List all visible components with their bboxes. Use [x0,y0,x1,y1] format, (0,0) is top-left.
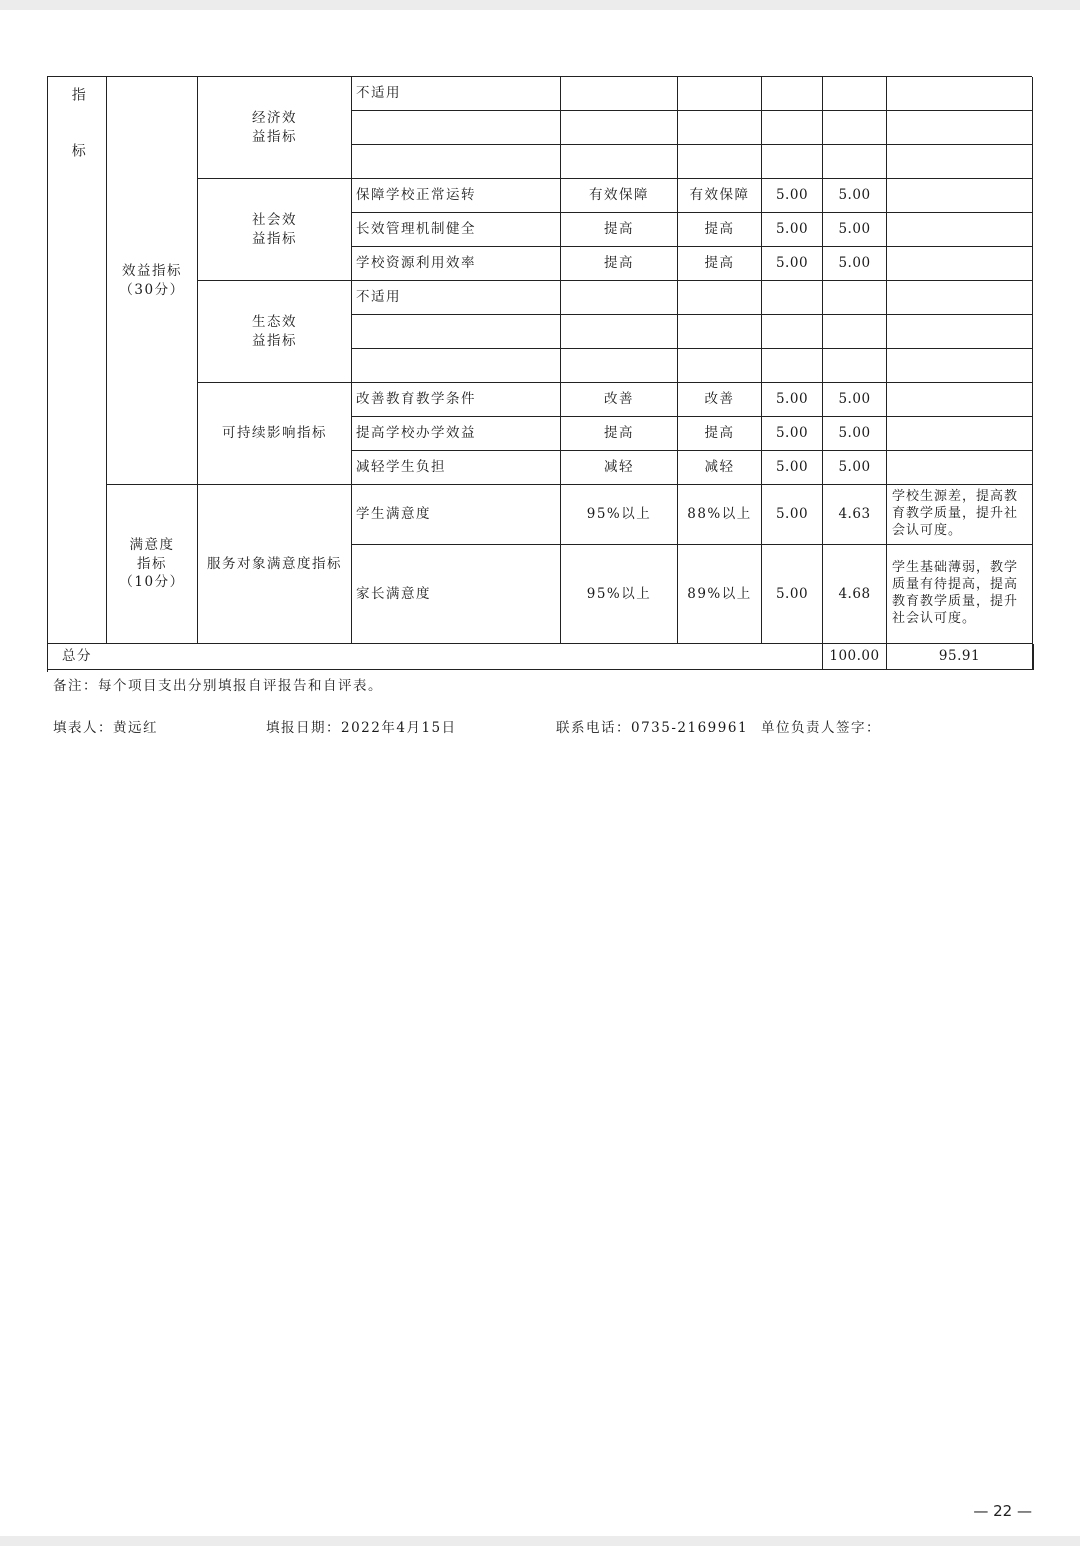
service-row-1-deviation-note: 学生基础薄弱，教学质量有待提高，提高教育教学质量，提升社会认可度。 [887,545,1033,644]
service-row-0-full-score: 5.00 [762,485,823,545]
ecology-row-1-score [823,315,887,349]
total-note [1033,644,1034,670]
satisfaction-indicator-group: 满意度 指标 （10分） [107,485,198,644]
service-row-0-target-value: 95%以上 [561,485,678,545]
sustain-row-0-target-value: 改善 [561,383,678,417]
sustain-row-1-deviation-note [887,417,1033,451]
social-row-2-score: 5.00 [823,247,887,281]
social-row-0-score: 5.00 [823,179,887,213]
economic-row-2-full-score [762,145,823,179]
sustain-row-1-full-score: 5.00 [762,417,823,451]
economic-row-2-indicator-name [352,145,561,179]
sustain-row-1-actual-value: 提高 [678,417,762,451]
indicator-label-text: 指标 [69,87,86,199]
economic-row-0-score [823,77,887,111]
ecology-row-0-deviation-note [887,281,1033,315]
social-row-1-target-value: 提高 [561,213,678,247]
sustain-row-0-indicator-name: 改善教育教学条件 [352,383,561,417]
economic-row-1-actual-value [678,111,762,145]
sustain-row-0-full-score: 5.00 [762,383,823,417]
sustain-row-2-indicator-name: 减轻学生负担 [352,451,561,485]
economic-row-0-target-value [561,77,678,111]
ecology-row-2-score [823,349,887,383]
social-row-1-full-score: 5.00 [762,213,823,247]
evaluation-table [47,76,1032,672]
sustain-row-1-score: 5.00 [823,417,887,451]
social-row-0-actual-value: 有效保障 [678,179,762,213]
contact-phone: 联系电话：0735-2169961 [556,720,749,736]
fill-date: 填报日期：2022年4月15日 [266,720,457,736]
economic-row-0-deviation-note [887,77,1033,111]
service-row-0-deviation-note: 学校生源差，提高教育教学质量，提升社会认可度。 [887,485,1033,545]
document-page [0,10,1080,1536]
economic-row-2-actual-value [678,145,762,179]
sustain-impact-label: 可持续影响指标 [198,383,352,485]
ecology-row-0-score [823,281,887,315]
total-label: 总分 [48,644,823,670]
indicator-column-label [48,77,107,644]
economic-row-2-score [823,145,887,179]
ecology-row-1-deviation-note [887,315,1033,349]
sustain-row-1-indicator-name: 提高学校办学效益 [352,417,561,451]
economic-row-2-target-value [561,145,678,179]
sustain-row-2-actual-value: 减轻 [678,451,762,485]
page-number: — 22 — [973,1502,1032,1520]
sustain-row-0-deviation-note [887,383,1033,417]
service-row-1-score: 4.68 [823,545,887,644]
social-row-0-indicator-name: 保障学校正常运转 [352,179,561,213]
social-row-2-target-value: 提高 [561,247,678,281]
social-row-0-full-score: 5.00 [762,179,823,213]
sustain-row-2-full-score: 5.00 [762,451,823,485]
ecology-row-0-target-value [561,281,678,315]
economic-row-2-deviation-note [887,145,1033,179]
social-benefit-label: 社会效 益指标 [198,179,352,281]
economic-row-0-indicator-name: 不适用 [352,77,561,111]
service-row-0-actual-value: 88%以上 [678,485,762,545]
sustain-row-0-score: 5.00 [823,383,887,417]
economic-row-1-target-value [561,111,678,145]
total-score: 95.91 [887,644,1033,670]
ecology-row-0-actual-value [678,281,762,315]
service-row-0-score: 4.63 [823,485,887,545]
ecology-row-2-indicator-name [352,349,561,383]
ecology-row-1-target-value [561,315,678,349]
social-row-1-score: 5.00 [823,213,887,247]
ecology-row-2-target-value [561,349,678,383]
sustain-row-1-target-value: 提高 [561,417,678,451]
social-row-0-deviation-note [887,179,1033,213]
economic-row-1-score [823,111,887,145]
economic-row-1-deviation-note [887,111,1033,145]
sustain-row-2-target-value: 减轻 [561,451,678,485]
service-row-1-full-score: 5.00 [762,545,823,644]
sustain-row-0-actual-value: 改善 [678,383,762,417]
ecology-benefit-label: 生态效 益指标 [198,281,352,383]
service-row-1-actual-value: 89%以上 [678,545,762,644]
social-row-1-deviation-note [887,213,1033,247]
benefit-indicator-group: 效益指标 （30分） [107,77,198,485]
service-satisfaction-label: 服务对象满意度指标 [198,485,352,644]
ecology-row-2-deviation-note [887,349,1033,383]
ecology-row-0-indicator-name: 不适用 [352,281,561,315]
social-row-2-actual-value: 提高 [678,247,762,281]
economic-row-0-actual-value [678,77,762,111]
economic-row-0-full-score [762,77,823,111]
total-full-score: 100.00 [823,644,887,670]
social-row-2-deviation-note [887,247,1033,281]
social-row-0-target-value: 有效保障 [561,179,678,213]
ecology-row-0-full-score [762,281,823,315]
ecology-row-2-full-score [762,349,823,383]
social-row-1-indicator-name: 长效管理机制健全 [352,213,561,247]
filler-name: 填表人：黄远红 [53,720,158,736]
service-row-1-target-value: 95%以上 [561,545,678,644]
sustain-row-2-deviation-note [887,451,1033,485]
service-row-0-indicator-name: 学生满意度 [352,485,561,545]
economic-benefit-label: 经济效 益指标 [198,77,352,179]
sustain-row-2-score: 5.00 [823,451,887,485]
service-row-1-indicator-name: 家长满意度 [352,545,561,644]
economic-row-1-full-score [762,111,823,145]
footer-info [0,716,1080,736]
ecology-row-1-actual-value [678,315,762,349]
ecology-row-1-full-score [762,315,823,349]
social-row-1-actual-value: 提高 [678,213,762,247]
footnote: 备注：每个项目支出分别填报自评报告和自评表。 [53,678,383,694]
ecology-row-2-actual-value [678,349,762,383]
social-row-2-full-score: 5.00 [762,247,823,281]
social-row-2-indicator-name: 学校资源利用效率 [352,247,561,281]
economic-row-1-indicator-name [352,111,561,145]
ecology-row-1-indicator-name [352,315,561,349]
responsible-signature: 单位负责人签字： [761,720,881,736]
